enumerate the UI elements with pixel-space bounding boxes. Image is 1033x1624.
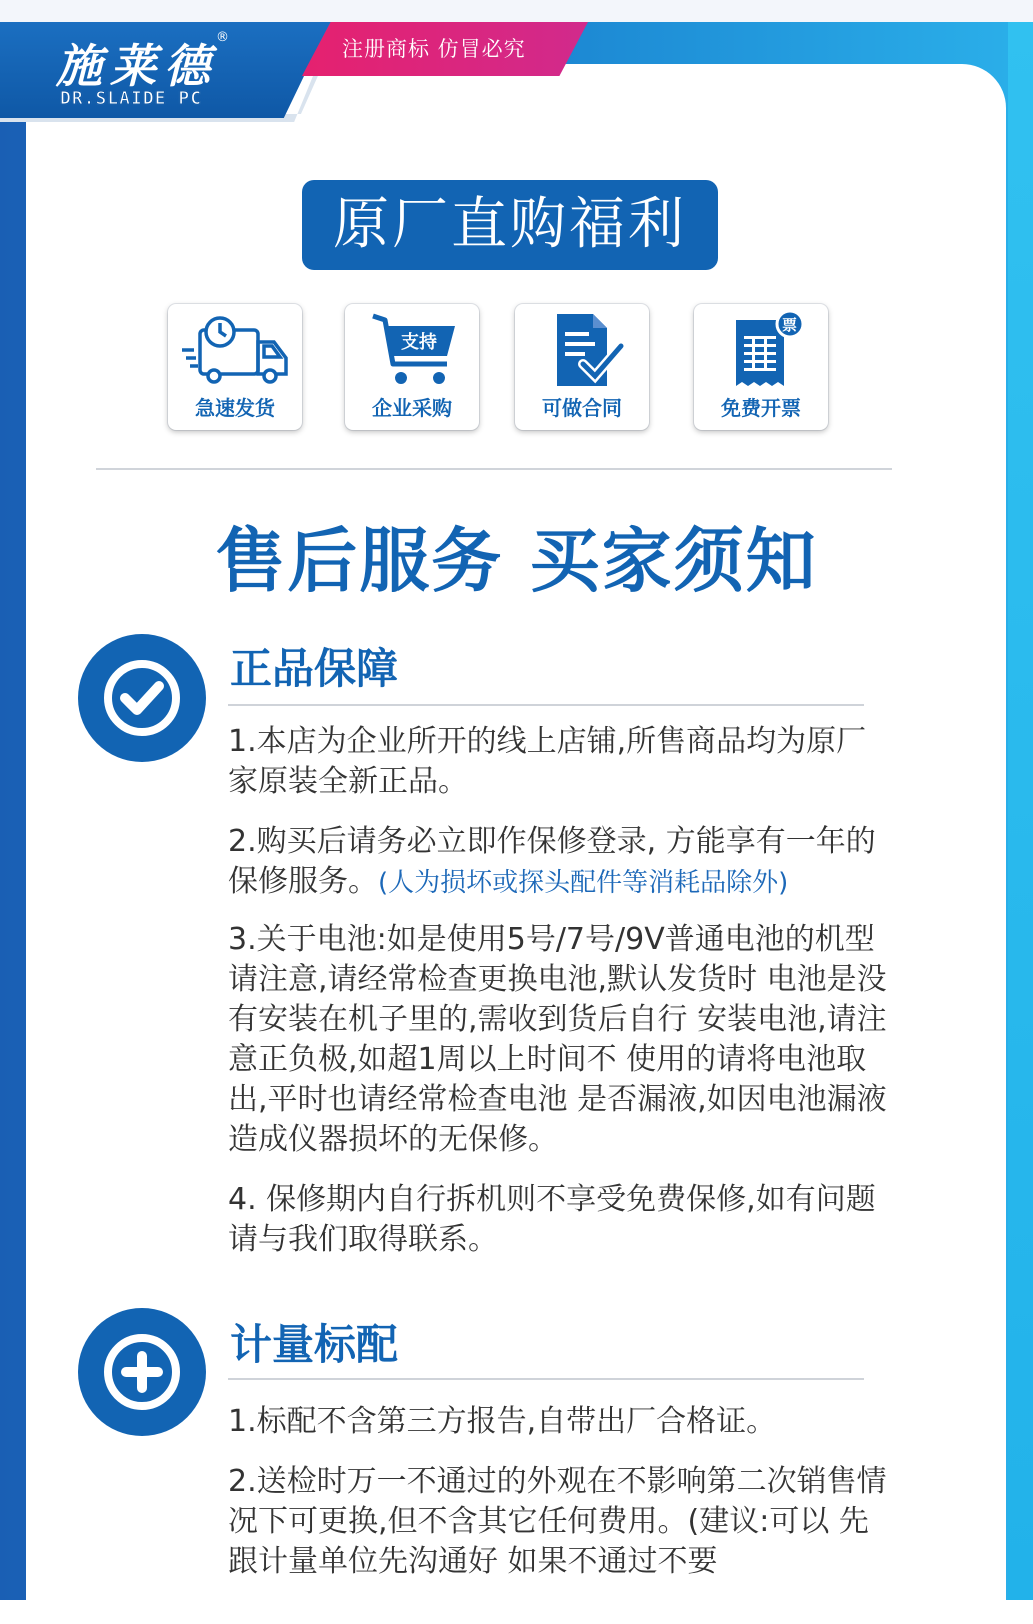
item-text: 1.标配不含第三方报告,自带出厂合格证。	[228, 1404, 777, 1439]
right-edge-decoration	[1008, 22, 1033, 1600]
item-text: 1.本店为企业所开的线上店铺,所售商品均为原厂家原装全新正品。	[228, 724, 867, 799]
feature-label: 急速发货	[195, 396, 275, 420]
metering-item-1	[228, 1402, 888, 1442]
genuine-item-2	[228, 822, 888, 903]
brand-subtitle: DR.SLAIDE PC	[60, 88, 203, 109]
genuine-item-4	[228, 1180, 888, 1260]
genuine-item-1	[228, 722, 888, 802]
contract-check-icon	[527, 310, 639, 390]
genuine-item-3	[228, 920, 888, 1160]
feature-label: 企业采购	[372, 396, 452, 420]
feature-card-delivery	[168, 304, 302, 430]
item-text: 2.送检时万一不通过的外观在不影响第二次销售情况下可更换,但不含其它任何费用。(建议:可以 先跟计量单位先沟通好 如果不通过不要	[228, 1464, 887, 1579]
after-sales-heading: 售后服务 买家须知	[215, 520, 818, 602]
brand-name: 施莱德	[56, 39, 218, 93]
section-title-genuine: 正品保障	[230, 644, 399, 693]
item-text: 3.关于电池:如是使用5号/7号/9V普通电池的机型请注意,请经常检查更换电池,默认发货时 电池是没有安装在机子里的,需收到货后自行 安装电池,请注意正负极,如超1周以上时间不 使用的请将电池取出,平时也请经常检查电池 是否漏液,如因电池漏液造成仪器损坏的无保修。	[228, 922, 887, 1157]
feature-card-purchase	[345, 304, 479, 430]
feature-label: 免费开票	[721, 396, 801, 420]
section-rule	[228, 1378, 864, 1380]
invoice-icon	[706, 310, 818, 390]
plus-circle-icon	[78, 1308, 206, 1436]
trademark-notice: 注册商标 仿冒必究	[342, 37, 526, 61]
registered-mark: ®	[216, 30, 229, 45]
feature-card-invoice	[694, 304, 828, 430]
item-text: 4. 保修期内自行拆机则不享受免费保修,如有问题 请与我们取得联系。	[228, 1182, 876, 1257]
item-note: (人为损坏或探头配件等消耗品除外)	[378, 868, 789, 898]
feature-card-contract	[515, 304, 649, 430]
section-rule	[228, 704, 864, 706]
shopping-cart-icon	[357, 310, 469, 390]
delivery-truck-icon	[180, 310, 292, 390]
metering-item-2	[228, 1462, 888, 1582]
invoice-badge: 票	[782, 316, 798, 334]
section-title-metering: 计量标配	[230, 1320, 399, 1369]
item-text: 2.购买后请务必立即作保修登录, 方能享有一年的保修服务。	[228, 824, 876, 899]
check-circle-icon	[78, 634, 206, 762]
page-title: 原厂直购福利	[302, 180, 718, 270]
section-divider	[96, 468, 892, 470]
feature-label: 可做合同	[542, 396, 622, 420]
cart-badge: 支持	[401, 332, 437, 353]
top-strip	[0, 0, 1033, 22]
